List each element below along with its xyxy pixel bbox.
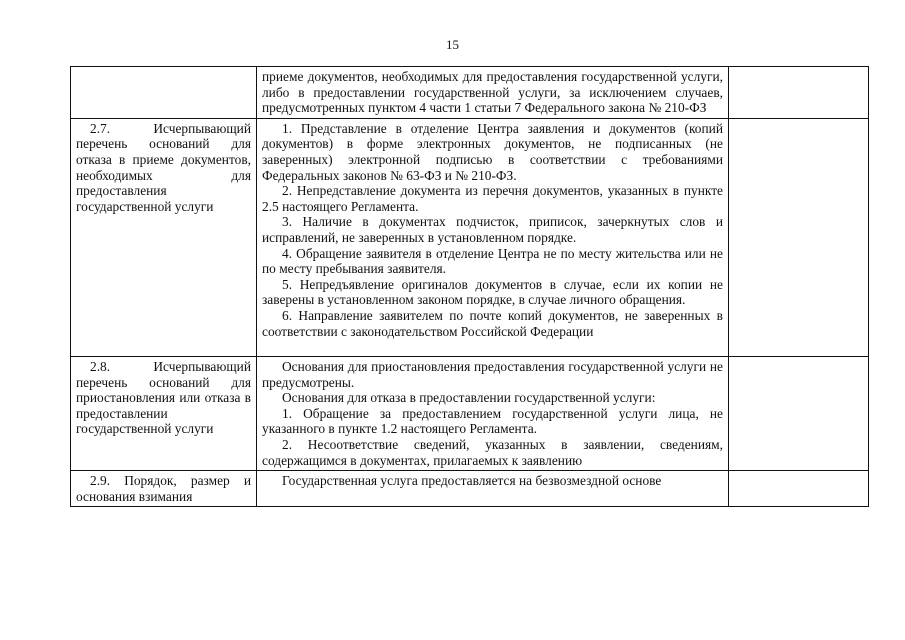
table-row: [71, 67, 869, 119]
regulation-table: [70, 66, 869, 507]
row-label: 2.7. Исчерпывающий перечень оснований для отказа в приеме документов, необходимых для предоставления государственной услуги: [76, 120, 251, 214]
row-label: 2.8. Исчерпывающий перечень оснований для приостановления или отказа в предоставлении государственной услуги: [76, 359, 251, 437]
row-label-cell: [71, 471, 257, 507]
paragraph: Основания для приостановления предоставления государственной услуги не предусмотрены.: [262, 359, 723, 390]
row-label-cell: [71, 67, 257, 119]
row-content-cell: [257, 357, 729, 471]
paragraph: приеме документов, необходимых для предоставления государственной услуги, либо в предоставлении государственной услуги, за исключением случаев, предусмотренных пунктом 4 части 1 статьи 7 Федерального закона № 210-ФЗ: [262, 69, 723, 116]
row-content-cell: [257, 67, 729, 119]
table-row: [71, 118, 869, 356]
paragraph: 5. Непредъявление оригиналов документов в случае, если их копии не заверены в установленном законом порядке, в случае личного обращения.: [262, 276, 723, 308]
paragraph: 1. Представление в отделение Центра заявления и документов (копий документов) в форме электронных документов, не подписанных (не заверенных) электронной подписью в соответствии с требованиями Федеральных законов № 63-ФЗ и № 210-ФЗ.: [262, 120, 723, 183]
table-row: [71, 357, 869, 471]
row-notes-cell: [729, 67, 869, 119]
row-label-cell: [71, 118, 257, 356]
table-row: [71, 471, 869, 507]
row-notes-cell: [729, 471, 869, 507]
paragraph: 3. Наличие в документах подчисток, приписок, зачеркнутых слов и исправлений, не заверенных в установленном порядке.: [262, 214, 723, 245]
paragraph: 6. Направление заявителем по почте копий документов, не заверенных в соответствии с законодательством Российской Федерации: [262, 307, 723, 339]
page-number: 15: [446, 37, 459, 52]
row-content-cell: [257, 471, 729, 507]
paragraph: Основания для отказа в предоставлении государственной услуги:: [282, 390, 656, 406]
blank-line: [262, 339, 723, 354]
row-notes-cell: [729, 357, 869, 471]
paragraph: Государственная услуга предоставляется на безвозмездной основе: [282, 473, 662, 489]
paragraph: 2. Непредставление документа из перечня документов, указанных в пункте 2.5 настоящего Регламента.: [262, 183, 723, 214]
paragraph: 4. Обращение заявителя в отделение Центра не по месту жительства или не по месту пребывания заявителя.: [262, 245, 723, 277]
row-notes-cell: [729, 118, 869, 356]
row-label-cell: [71, 357, 257, 471]
paragraph: 1. Обращение за предоставлением государственной услуги лица, не указанного в пункте 1.2 настоящего Регламента.: [262, 405, 723, 437]
row-content-cell: [257, 118, 729, 356]
paragraph: 2. Несоответствие сведений, указанных в заявлении, сведениям, содержащимся в документах, прилагаемых к заявлению: [262, 437, 723, 468]
row-label: 2.9. Порядок, размер и основания взимания: [76, 473, 251, 504]
